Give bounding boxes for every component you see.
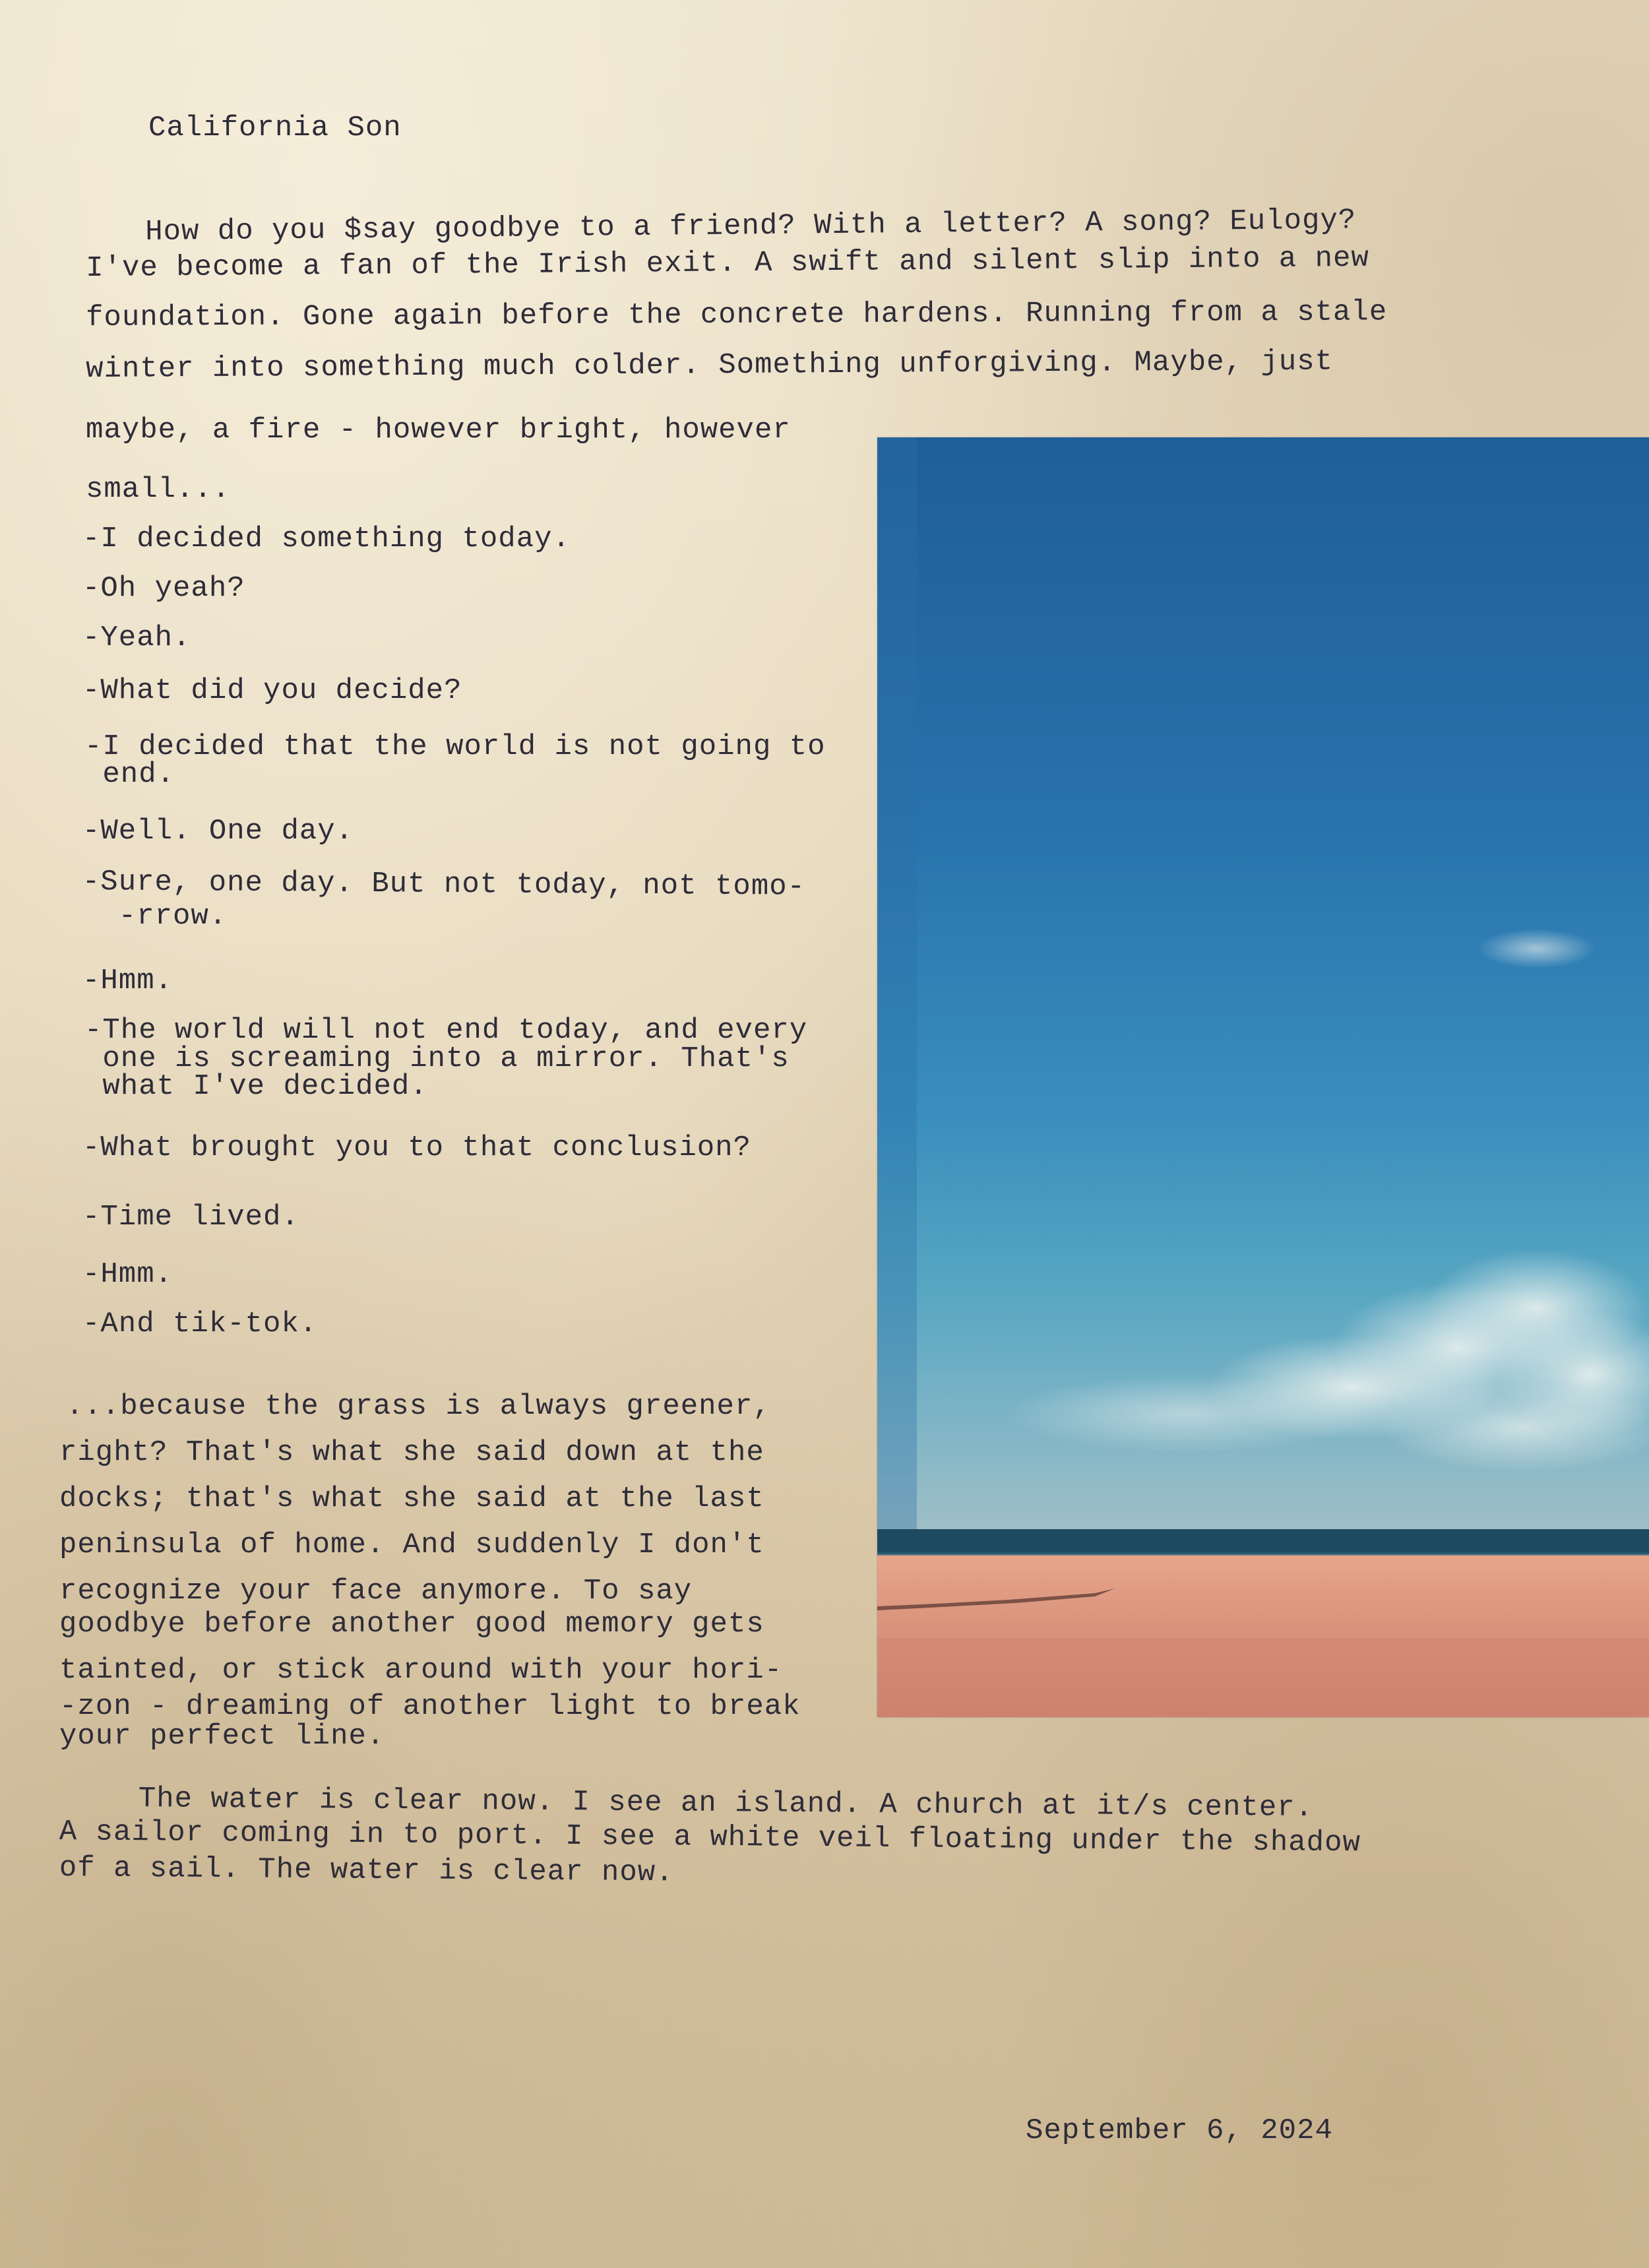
dialogue-line: -I decided something today.: [82, 522, 571, 555]
dialogue-line: what I've decided.: [84, 1070, 428, 1103]
paragraph-line: recognize your face anymore. To say: [59, 1575, 693, 1608]
paragraph-line: goodbye before another good memory gets: [59, 1608, 764, 1641]
dialogue-line: -rrow.: [82, 900, 228, 933]
paragraph-line: ...because the grass is always greener,: [66, 1390, 771, 1423]
dialogue-line: -Oh yeah?: [82, 572, 245, 605]
date-line: September 6, 2024: [1026, 2114, 1333, 2147]
opening-line: How do you $say goodbye to a friend? With a letter? A song? Eulogy?: [144, 204, 1357, 249]
dialogue-line: -What brought you to that conclusion?: [82, 1131, 751, 1164]
opening-line: winter into something much colder. Something unforgiving. Maybe, just: [85, 345, 1334, 386]
opening-line: foundation. Gone again before the concrete hardens. Running from a stale: [85, 296, 1388, 334]
closing-line: The water is clear now. I see an island. A church at it/s center.: [138, 1782, 1314, 1825]
dialogue-line: one is screaming into a mirror. That's: [84, 1042, 790, 1075]
dialogue-line: -The world will not end today, and every: [84, 1014, 808, 1047]
paragraph-line: right? That's what she said down at the: [59, 1436, 764, 1469]
paragraph-line: peninsula of home. And suddenly I don't: [59, 1528, 764, 1561]
dialogue-line: -What did you decide?: [82, 674, 462, 707]
dialogue-line: -Yeah.: [82, 621, 191, 654]
dialogue-line: -Time lived.: [82, 1201, 299, 1234]
page-title: California Son: [148, 111, 402, 144]
closing-line: A sailor coming in to port. I see a white veil floating under the shadow: [59, 1815, 1361, 1860]
dialogue-line: -Hmm.: [82, 964, 173, 997]
opening-line: I've become a fan of the Irish exit. A swift and silent slip into a new: [85, 241, 1370, 285]
paragraph-line: -zon - dreaming of another light to break: [59, 1690, 801, 1723]
sea: [877, 1529, 1649, 1554]
dialogue-line: -Well. One day.: [82, 815, 354, 848]
paragraph-line: your perfect line.: [59, 1720, 385, 1753]
paragraph-line: docks; that's what she said at the last: [59, 1482, 764, 1515]
dialogue-line: -And tik-tok.: [82, 1307, 318, 1340]
closing-line: of a sail. The water is clear now.: [59, 1852, 674, 1890]
beach-horizon-photo: [877, 437, 1649, 1717]
opening-line: maybe, a fire - however bright, however: [86, 414, 791, 447]
dialogue-line: end.: [84, 758, 175, 791]
opening-line: small...: [86, 473, 231, 506]
paragraph-line: tainted, or stick around with your hori-: [59, 1654, 783, 1687]
dialogue-line: -Hmm.: [82, 1258, 173, 1291]
dialogue-line: -I decided that the world is not going to: [84, 730, 826, 763]
dialogue-line: -Sure, one day. But not today, not tomo-: [82, 866, 806, 904]
